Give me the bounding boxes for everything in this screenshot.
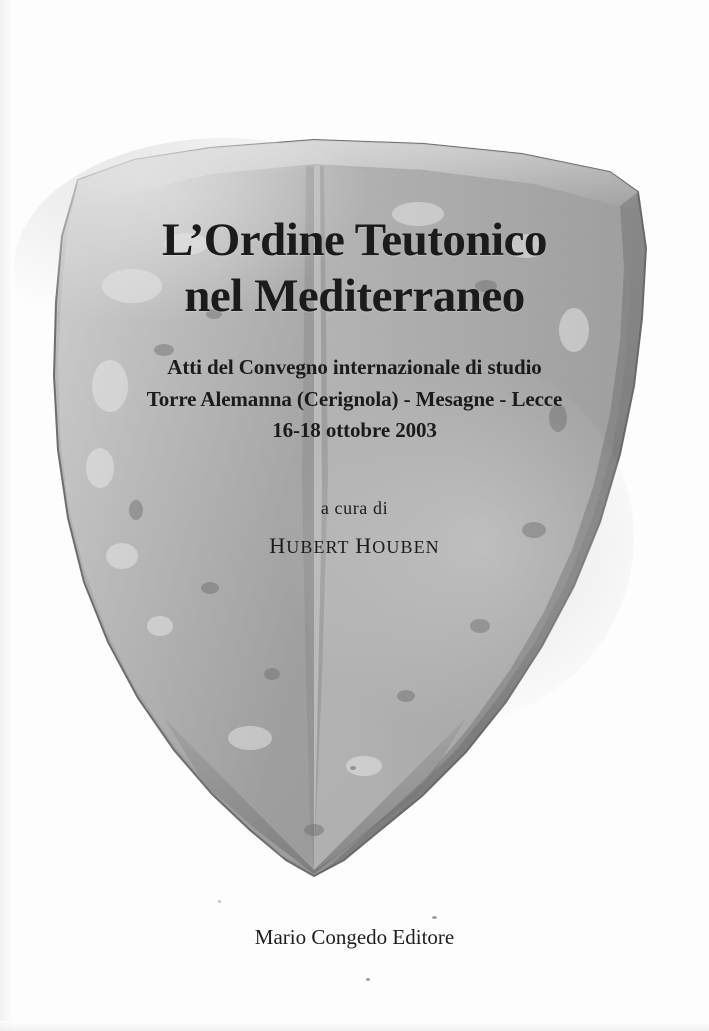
editor-lastname-initial: H: [355, 533, 373, 558]
editor-intro-label: a cura di: [320, 497, 389, 518]
subtitle-line-3: 16-18 ottobre 2003: [272, 418, 437, 443]
editor-firstname-initial: H: [269, 533, 287, 558]
cover-subtitle: [0, 352, 709, 447]
page-title-line-1: L’Ordine Teutonico: [162, 214, 547, 266]
scan-edge-bottom: [0, 1021, 709, 1031]
scan-speck-bottom: [366, 978, 370, 981]
scan-speck-center: [350, 766, 356, 770]
publisher-imprint: Mario Congedo Editore: [254, 925, 455, 949]
editor-name: [0, 525, 709, 567]
editor-credit: [0, 491, 709, 567]
subtitle-line-2: Torre Alemanna (Cerignola) - Mesagne - Lecce: [146, 386, 563, 411]
subtitle-line-1: Atti del Convegno internazionale di studio: [167, 355, 542, 380]
cover-text-block: [0, 210, 709, 567]
scan-speck-right: [432, 916, 437, 919]
editor-firstname-rest: UBERT: [286, 537, 350, 557]
scan-speck-left: [218, 900, 221, 903]
editor-lastname-rest: OUBEN: [372, 537, 440, 557]
page-title-line-2: nel Mediterraneo: [184, 270, 525, 323]
